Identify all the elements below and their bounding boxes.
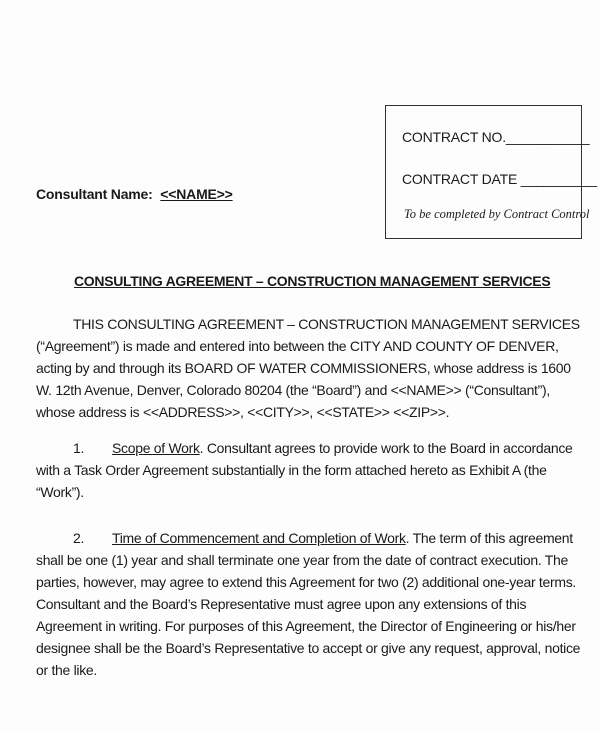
intro-line: whose address is <<ADDRESS>>, <<CITY>>, <<STATE>> <<ZIP>>. xyxy=(36,404,450,420)
intro-line: (“Agreement”) is made and entered into between the CITY AND COUNTY OF DENVER, xyxy=(36,338,559,354)
section-line: “Work”). xyxy=(36,484,84,500)
section-line: shall be one (1) year and shall terminate one year from the date of contract execution. The xyxy=(36,552,568,568)
section-time-of-commencement xyxy=(36,527,581,681)
section-line: Consultant and the Board’s Representative must agree upon any extensions of this xyxy=(36,596,527,612)
section-heading: Time of Commencement and Completion of Work xyxy=(112,530,406,546)
section-scope-of-work xyxy=(36,437,576,503)
section-line: designee shall be the Board’s Representative to accept or give any request, approval, notice xyxy=(36,640,581,656)
section-first-line xyxy=(36,437,576,459)
document-title: CONSULTING AGREEMENT – CONSTRUCTION MANAGEMENT SERVICES xyxy=(74,273,551,289)
intro-line: acting by and through its BOARD OF WATER COMMISSIONERS, whose address is 1600 xyxy=(36,360,571,376)
contract-control-box xyxy=(385,105,597,239)
section-number: 1. xyxy=(73,440,85,456)
section-first-line-text: . Consultant agrees to provide work to the Board in accordance xyxy=(199,440,573,456)
contract-control-note: To be completed by Contract Control xyxy=(404,207,590,221)
section-number: 2. xyxy=(73,530,85,546)
section-line: or the like. xyxy=(36,662,97,678)
section-line: Agreement in writing. For purposes of this Agreement, the Director of Engineering or his/her xyxy=(36,618,576,634)
consultant-name-line xyxy=(36,186,233,202)
intro-line: W. 12th Avenue, Denver, Colorado 80204 (the “Board”) and <<NAME>> (“Consultant”), xyxy=(36,382,550,398)
intro-line: THIS CONSULTING AGREEMENT – CONSTRUCTION MANAGEMENT SERVICES xyxy=(73,316,580,332)
section-line: parties, however, may agree to extend this Agreement for two (2) additional one-year terms. xyxy=(36,574,576,590)
consultant-name-placeholder: <<NAME>> xyxy=(160,186,233,202)
contract-number-field: CONTRACT NO.___________ xyxy=(402,129,590,145)
section-heading: Scope of Work xyxy=(112,440,200,456)
contract-date-field: CONTRACT DATE __________ xyxy=(402,171,597,187)
section-line: with a Task Order Agreement substantially in the form attached hereto as Exhibit A (the xyxy=(36,462,547,478)
consultant-name-label: Consultant Name: xyxy=(36,186,153,202)
section-first-line xyxy=(36,527,576,549)
section-first-line-text: . The term of this agreement xyxy=(405,530,573,546)
intro-paragraph xyxy=(36,313,580,423)
